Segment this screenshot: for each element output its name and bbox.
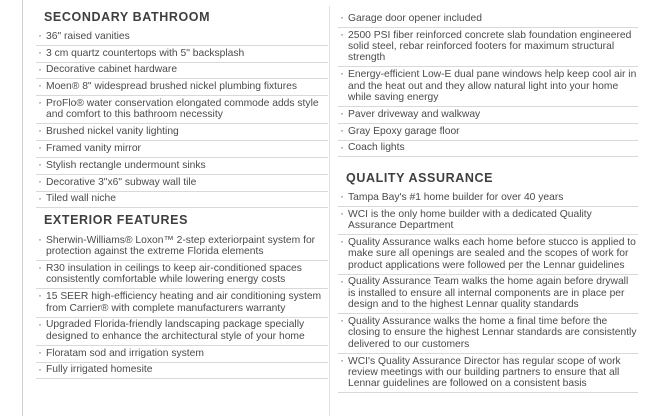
- quality-assurance-list: [338, 190, 638, 393]
- garage-misc-section: [338, 11, 638, 157]
- list-item: · Quality Assurance walks the home a final time before the closing to ensure the highest Lennar standards are consistently delivered to our customers: [338, 314, 638, 354]
- secondary-bathroom-title: SECONDARY BATHROOM: [44, 10, 211, 24]
- page-edge-line: [22, 0, 23, 416]
- exterior-features-section: [36, 212, 328, 379]
- list-item: · Quality Assurance walks each home before stucco is applied to make sure all openings are sealed and the scopes of work for product applications were followed per the Lennar guidelines: [338, 235, 638, 275]
- list-item: · 3 cm quartz countertops with 5" backsplash: [36, 46, 328, 63]
- list-item: · Stylish rectangle undermount sinks: [36, 158, 328, 175]
- quality-assurance-title: QUALITY ASSURANCE: [346, 171, 494, 185]
- list-item: · Tampa Bay's #1 home builder for over 40 years: [338, 190, 638, 207]
- list-item: · Fully irrigated homesite: [36, 363, 328, 380]
- list-item: · Brushed nickel vanity lighting: [36, 124, 328, 141]
- list-item: · Gray Epoxy garage floor: [338, 124, 638, 141]
- list-item: · Sherwin-Williams® Loxon™ 2-step exteriorpaint system for protection against the extreme Florida elements: [36, 233, 328, 261]
- list-item: · Upgraded Florida-friendly landscaping package specially designed to enhance the architectural style of your home: [36, 318, 328, 346]
- secondary-bathroom-list: [36, 29, 328, 208]
- list-item: · Moen® 8" widespread brushed nickel plumbing fixtures: [36, 79, 328, 96]
- list-item: · WCI is the only home builder with a dedicated Quality Assurance Department: [338, 207, 638, 235]
- secondary-bathroom-section: [36, 9, 328, 208]
- list-item: · 2500 PSI fiber reinforced concrete slab foundation engineered solid steel, rebar reinforced footers for maximum structural strength: [338, 28, 638, 68]
- column-divider: [329, 6, 330, 416]
- list-item: · Paver driveway and walkway: [338, 107, 638, 124]
- list-item: · 15 SEER high-efficiency heating and air conditioning system from Carrier® with complete manufacturers warranty: [36, 289, 328, 317]
- garage-misc-list: [338, 11, 638, 157]
- list-item: · Decorative cabinet hardware: [36, 63, 328, 80]
- exterior-features-title: EXTERIOR FEATURES: [44, 213, 189, 227]
- quality-assurance-section: [338, 170, 638, 393]
- list-item: · Garage door opener included: [338, 11, 638, 28]
- list-item: · Energy-efficient Low-E dual pane windows help keep cool air in and the heat out and they allow natural light into your home while saving energy: [338, 67, 638, 107]
- list-item: · R30 insulation in ceilings to keep air-conditioned spaces consistently comfortable while lowering energy costs: [36, 261, 328, 289]
- list-item: · Tiled wall niche: [36, 192, 328, 209]
- list-item: · Quality Assurance Team walks the home again before drywall is installed to ensure all internal components are in place per design and to the highest Lennar quality standards: [338, 275, 638, 315]
- list-item: · Decorative 3"x6" subway wall tile: [36, 175, 328, 192]
- list-item: · Framed vanity mirror: [36, 141, 328, 158]
- list-item: · WCI's Quality Assurance Director has regular scope of work review meetings with our building partners to ensure that all Lennar guidelines are followed on a consistent basis: [338, 354, 638, 394]
- list-item: · ProFlo® water conservation elongated commode adds style and comfort to this bathroom necessity: [36, 96, 328, 124]
- list-item: · Floratam sod and irrigation system: [36, 346, 328, 363]
- list-item: · 36" raised vanities: [36, 29, 328, 46]
- exterior-features-list: [36, 233, 328, 379]
- list-item: · Coach lights: [338, 141, 638, 158]
